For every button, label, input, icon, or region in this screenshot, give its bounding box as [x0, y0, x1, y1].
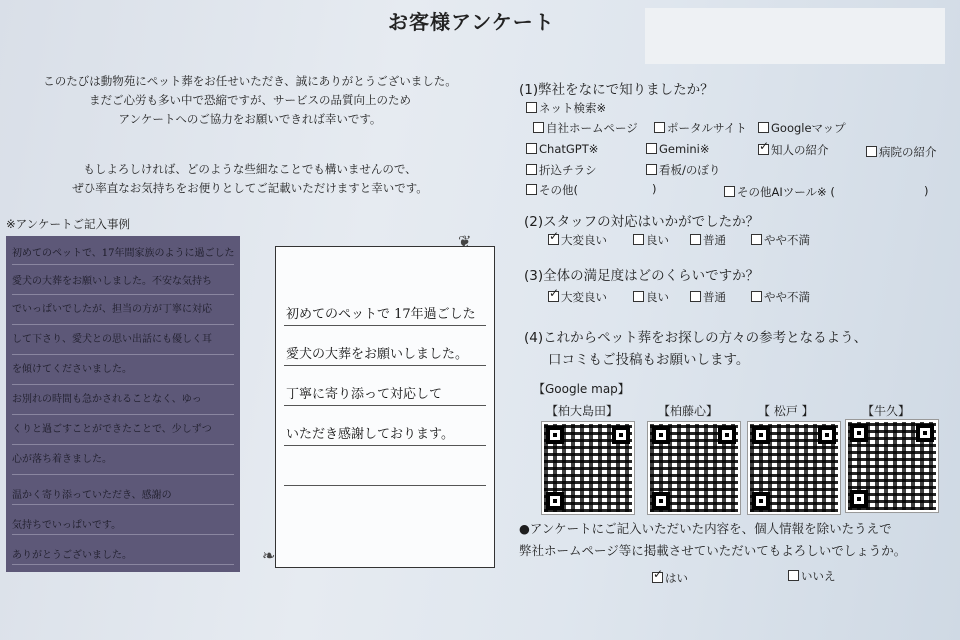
- rule-line: [12, 534, 234, 535]
- handwriting-line: 心が落ち着きました。: [12, 454, 112, 465]
- handwriting-line: 温かく寄り添っていただき、感謝の: [12, 490, 172, 501]
- q3-option[interactable]: [690, 289, 726, 305]
- rule-line: [12, 294, 234, 295]
- q2-option[interactable]: [690, 232, 726, 248]
- rule-line: [284, 325, 486, 326]
- store-label: 【牛久】: [862, 404, 911, 418]
- checkbox[interactable]: [866, 146, 877, 157]
- rule-line: [12, 384, 234, 385]
- option-label: やや不満: [764, 233, 810, 247]
- checkbox-checked[interactable]: [548, 234, 559, 245]
- qr-finder: [850, 490, 868, 508]
- option-label: その他(: [539, 183, 578, 197]
- q3-label: (3)全体の満足度はどのくらいですか？: [524, 268, 760, 284]
- option-label: 折込チラシ: [539, 163, 597, 177]
- option-label: はい: [665, 571, 688, 585]
- qr-code-icon[interactable]: [542, 422, 634, 514]
- q2-option[interactable]: [633, 232, 669, 248]
- option-label: 普通: [703, 290, 726, 304]
- consent-yes[interactable]: [652, 570, 688, 586]
- store-label: 【柏藤心】: [658, 404, 719, 418]
- handwriting-line: 愛犬の大葬をお願いしました。不安な気持ち: [12, 276, 212, 287]
- page-title: お客様アンケート: [388, 10, 555, 34]
- rule-line: [12, 414, 234, 415]
- checkbox[interactable]: [690, 234, 701, 245]
- q1-option-gemini[interactable]: [646, 142, 710, 156]
- q1-option-hospital[interactable]: [866, 144, 937, 160]
- q1-option-referral[interactable]: [758, 142, 829, 158]
- option-label: 大変良い: [561, 233, 607, 247]
- q1-option-other[interactable]: [526, 182, 578, 198]
- handwriting-line: 初めてのペットで、17年間家族のように過ごした: [12, 248, 235, 259]
- floral-ornament-icon: ❦: [458, 232, 472, 251]
- intro-line: アンケートへのご協力をお願いできれば幸いです。: [118, 112, 382, 126]
- handwriting-line: 愛犬の大葬をお願いしました。: [286, 347, 469, 362]
- handwriting-line: 初めてのペットで 17年過ごした: [286, 307, 476, 322]
- option-label: ポータルサイト: [667, 121, 747, 135]
- handwriting-line: お別れの時間も急かされることなく、ゆっ: [12, 394, 202, 405]
- checkbox[interactable]: [646, 143, 657, 154]
- rule-line: [12, 564, 234, 565]
- q3-option[interactable]: [633, 289, 669, 305]
- rule-line: [284, 445, 486, 446]
- q1-option-other-ai[interactable]: [724, 184, 835, 200]
- checkbox[interactable]: [654, 122, 665, 133]
- rule-line: [12, 354, 234, 355]
- q3-option[interactable]: [751, 289, 810, 305]
- q1-option-portal[interactable]: [654, 120, 747, 136]
- qr-finder: [612, 426, 630, 444]
- rule-line: [284, 405, 486, 406]
- option-label: Googleマップ: [771, 121, 846, 135]
- qr-code-icon[interactable]: [648, 422, 740, 514]
- option-label: やや不満: [764, 290, 810, 304]
- option-label: 普通: [703, 233, 726, 247]
- rule-line: [12, 504, 234, 505]
- intro-line: このたびは動物苑にペット葬をお任せいただき、誠にありがとうございました。: [43, 74, 457, 88]
- q1-other-close-paren: ): [652, 182, 657, 196]
- store-label: 【柏大島田】: [546, 404, 619, 418]
- checkbox[interactable]: [633, 234, 644, 245]
- q1-other-ai-close-paren: ): [924, 184, 929, 198]
- q1-option-googlemap[interactable]: [758, 120, 846, 136]
- checkbox[interactable]: [526, 184, 537, 195]
- checkbox[interactable]: [758, 122, 769, 133]
- handwriting-line: ありがとうございました。: [12, 550, 132, 561]
- option-label: 良い: [646, 233, 669, 247]
- floral-ornament-icon: ❧: [262, 546, 276, 565]
- qr-finder: [652, 492, 670, 510]
- consent-line: 弊社ホームページ等に掲載させていただいてもよろしいでしょうか。: [519, 543, 907, 558]
- option-label: 自社ホームページ: [546, 121, 638, 135]
- handwriting-line: いただき感謝しております。: [286, 427, 454, 442]
- example-sheet: [6, 236, 240, 572]
- qr-finder: [850, 424, 868, 442]
- qr-finder: [546, 426, 564, 444]
- qr-finder: [818, 426, 836, 444]
- intro-paragraph-1: [0, 72, 500, 129]
- qr-finder: [652, 426, 670, 444]
- option-label: ChatGPT※: [539, 142, 599, 156]
- q1-option-homepage[interactable]: [533, 120, 638, 136]
- checkbox[interactable]: [788, 570, 799, 581]
- qr-code-icon[interactable]: [748, 422, 840, 514]
- consent-line: ●アンケートにご記入いただいた内容を、個人情報を除いたうえで: [519, 521, 892, 536]
- option-label: 病院の紹介: [879, 145, 937, 159]
- q1-option-signboard[interactable]: [646, 162, 720, 178]
- checkbox[interactable]: [724, 186, 735, 197]
- rule-line: [12, 264, 234, 265]
- handwriting-line: でいっぱいでしたが、担当の方が丁寧に対応: [12, 304, 212, 315]
- example-label: ※アンケートご記入事例: [6, 217, 130, 231]
- q1-label: (1)弊社をなにで知りましたか？: [519, 82, 714, 98]
- checkbox[interactable]: [751, 234, 762, 245]
- checkbox[interactable]: [646, 164, 657, 175]
- rule-line: [12, 474, 234, 475]
- intro-line: まだご心労も多い中で恐縮ですが、サービスの品質向上のため: [89, 93, 411, 107]
- qr-finder: [718, 426, 736, 444]
- q2-option[interactable]: [548, 232, 607, 248]
- option-label: いいえ: [801, 569, 836, 583]
- google-map-label: 【Google map】: [533, 382, 630, 396]
- q1-option-flyer[interactable]: [526, 162, 597, 178]
- checkbox-checked[interactable]: [758, 144, 769, 155]
- intro-line: ぜひ率直なお気持ちをお便りとしてご記載いただけますと幸いです。: [72, 181, 428, 195]
- checkbox-checked[interactable]: [548, 291, 559, 302]
- q1-option-net-search[interactable]: [526, 100, 606, 116]
- checkbox[interactable]: [751, 291, 762, 302]
- option-label: Gemini※: [659, 142, 710, 156]
- qr-finder: [916, 424, 934, 442]
- option-label: 看板/のぼり: [659, 163, 721, 177]
- checkbox[interactable]: [633, 291, 644, 302]
- handwriting-line: くりと過ごすことができたことで、少しずつ: [12, 424, 212, 435]
- qr-code-icon[interactable]: [846, 420, 938, 512]
- checkbox[interactable]: [526, 102, 537, 113]
- option-label: ネット検索※: [539, 101, 607, 115]
- rule-line: [284, 365, 486, 366]
- qr-finder: [546, 492, 564, 510]
- consent-no[interactable]: [788, 568, 836, 584]
- q4-line-1: (4)これからペット葬をお探しの方々の参考となるよう、: [524, 330, 868, 346]
- rule-line: [12, 444, 234, 445]
- handwriting-line: 丁寧に寄り添って対応して: [286, 387, 443, 402]
- checkbox[interactable]: [533, 122, 544, 133]
- q2-label: (2)スタッフの対応はいかがでしたか？: [524, 214, 760, 230]
- consent-question: [519, 518, 906, 562]
- handwriting-line: 気持ちでいっぱいです。: [12, 520, 122, 531]
- checkbox[interactable]: [526, 164, 537, 175]
- qr-finder: [752, 492, 770, 510]
- redacted-area: [645, 8, 945, 64]
- store-label: 【 松戸 】: [758, 404, 814, 418]
- option-label: 大変良い: [561, 290, 607, 304]
- option-label: その他AIツール※ (: [737, 185, 835, 199]
- q1-option-chatgpt[interactable]: [526, 142, 598, 156]
- qr-finder: [752, 426, 770, 444]
- checkbox-checked[interactable]: [652, 572, 663, 583]
- rule-line: [12, 324, 234, 325]
- option-label: 知人の紹介: [771, 143, 829, 157]
- q2-option[interactable]: [751, 232, 810, 248]
- checkbox[interactable]: [690, 291, 701, 302]
- handwriting-line: を傾けてくださいました。: [12, 364, 132, 375]
- intro-line: もしよろしければ、どのような些細なことでも構いませんので、: [83, 162, 417, 176]
- q4-line-2: 口コミもご投稿もお願いします。: [548, 352, 750, 368]
- intro-paragraph-2: [0, 160, 500, 198]
- option-label: 良い: [646, 290, 669, 304]
- q3-option[interactable]: [548, 289, 607, 305]
- rule-line: [284, 485, 486, 486]
- letter-card: [275, 246, 495, 568]
- checkbox[interactable]: [526, 143, 537, 154]
- handwriting-line: して下さり、愛犬との思い出話にも優しく耳: [12, 334, 212, 345]
